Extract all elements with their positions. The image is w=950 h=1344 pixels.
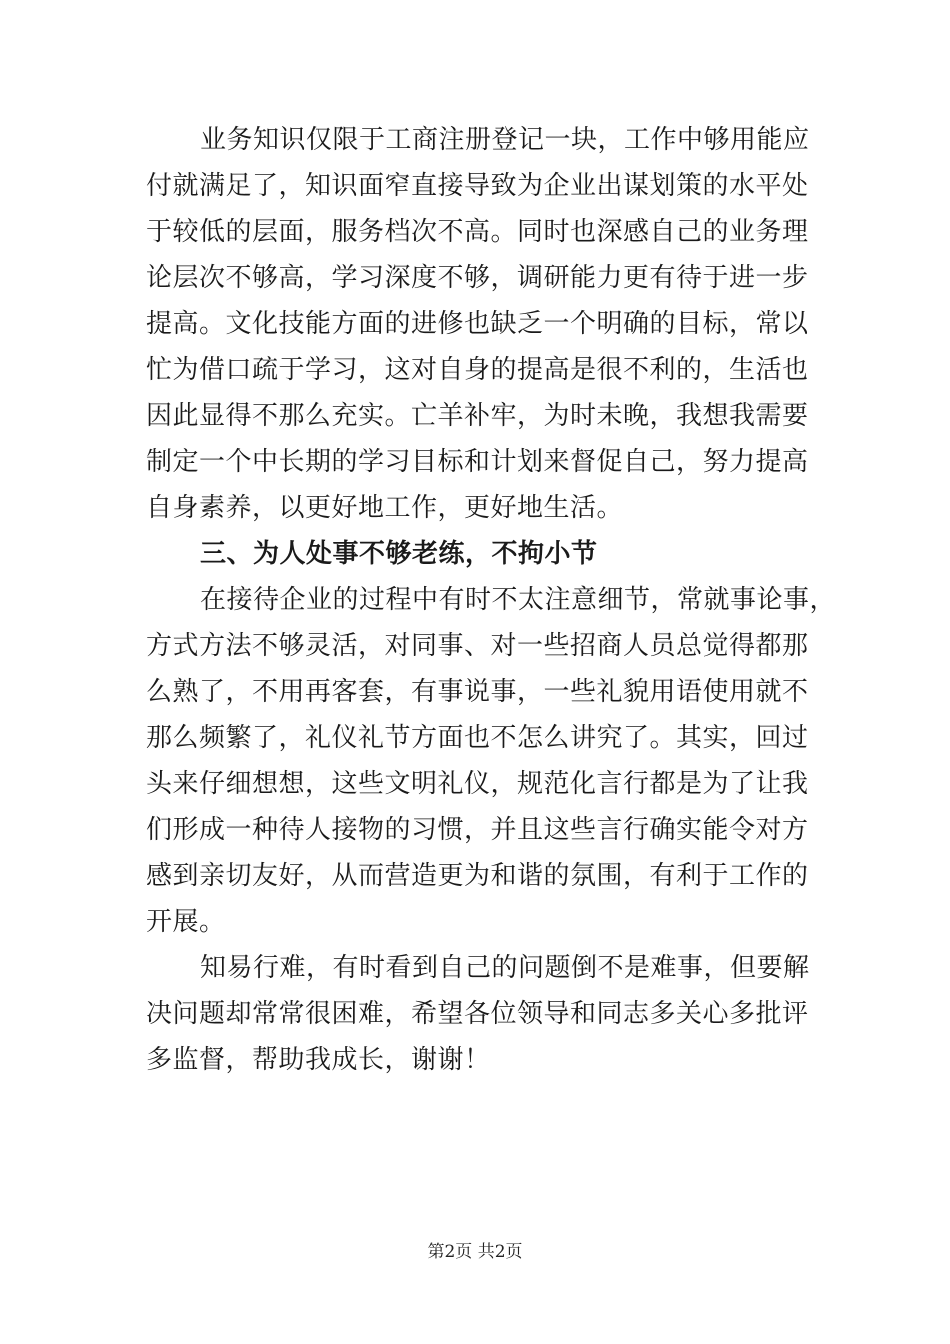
paragraph-1-line-4: 论层次不够高，学习深度不够，调研能力更有待于进一步 bbox=[146, 263, 809, 293]
paragraph-1-line-8: 制定一个中长期的学习目标和计划来督促自己，努力提高 bbox=[146, 447, 809, 477]
paragraph-1-line-5: 提高。文化技能方面的进修也缺乏一个明确的目标，常以 bbox=[146, 309, 809, 339]
paragraph-1-line-6: 忙为借口疏于学习，这对自身的提高是很不利的，生活也 bbox=[146, 355, 809, 385]
page-number-footer: 第2页 共2页 bbox=[427, 1242, 523, 1262]
paragraph-2-line-3: 么熟了，不用再客套，有事说事，一些礼貌用语使用就不 bbox=[146, 677, 809, 707]
paragraph-1-line-1: 业务知识仅限于工商注册登记一块，工作中够用能应 bbox=[200, 125, 810, 155]
paragraph-1-line-3: 于较低的层面，服务档次不高。同时也深感自己的业务理 bbox=[146, 217, 809, 247]
paragraph-3-line-1: 知易行难，有时看到自己的问题倒不是难事，但要解 bbox=[200, 953, 810, 983]
paragraph-1-line-9: 自身素养，以更好地工作，更好地生活。 bbox=[146, 493, 624, 523]
paragraph-2-line-8: 开展。 bbox=[146, 907, 226, 937]
section-heading-3: 三、为人处事不够老练，不拘小节 bbox=[200, 539, 598, 569]
paragraph-2-line-7: 感到亲切友好，从而营造更为和谐的氛围，有利于工作的 bbox=[146, 861, 809, 891]
paragraph-2-line-5: 头来仔细想想，这些文明礼仪，规范化言行都是为了让我 bbox=[146, 769, 809, 799]
paragraph-3-line-3: 多监督，帮助我成长，谢谢！ bbox=[146, 1045, 491, 1075]
paragraph-2-line-1: 在接待企业的过程中有时不太注意细节，常就事论事， bbox=[200, 585, 837, 615]
paragraph-2-line-4: 那么频繁了，礼仪礼节方面也不怎么讲究了。其实，回过 bbox=[146, 723, 809, 753]
paragraph-2-line-2: 方式方法不够灵活，对同事、对一些招商人员总觉得都那 bbox=[146, 631, 809, 661]
paragraph-1-line-7: 因此显得不那么充实。亡羊补牢，为时未晚，我想我需要 bbox=[146, 401, 809, 431]
paragraph-2-line-6: 们形成一种待人接物的习惯，并且这些言行确实能令对方 bbox=[146, 815, 809, 845]
paragraph-1-line-2: 付就满足了，知识面窄直接导致为企业出谋划策的水平处 bbox=[146, 171, 809, 201]
paragraph-3-line-2: 决问题却常常很困难，希望各位领导和同志多关心多批评 bbox=[146, 999, 809, 1029]
